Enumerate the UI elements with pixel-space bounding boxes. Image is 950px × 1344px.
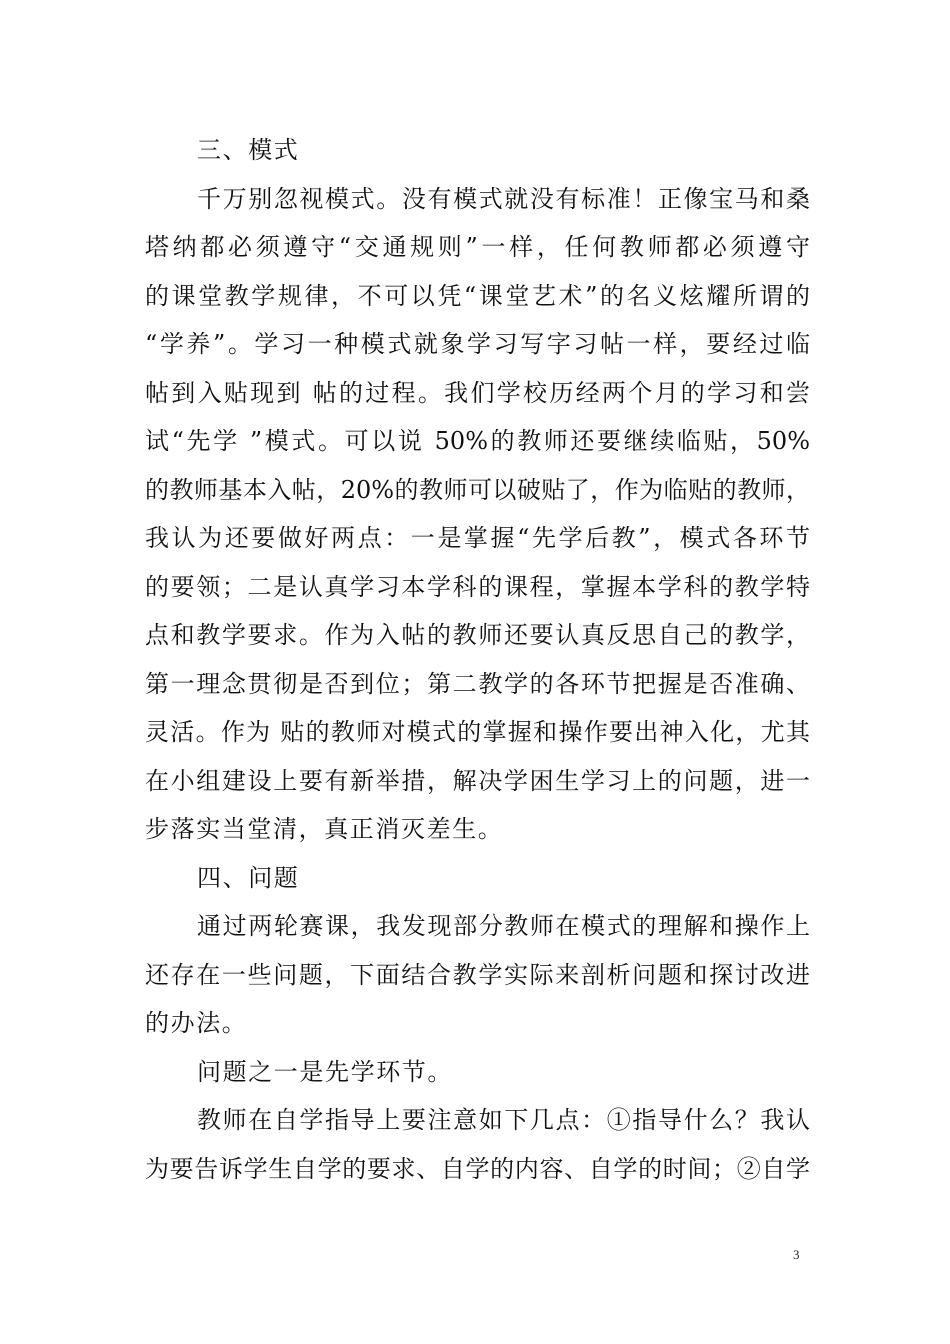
text-line: 三、模式 xyxy=(197,136,300,164)
text-line: 的办法。 xyxy=(145,1009,248,1037)
body-text xyxy=(145,126,810,1193)
text-line: 第一理念贯彻是否到位；第二教学的各环节把握是否准确、 xyxy=(145,669,810,698)
text-line: 点和教学要求。作为入帖的教师还要认真反思自己的教学， xyxy=(145,621,810,649)
text-line: 我认为还要做好两点：一是掌握“先学后教”，模式各环节 xyxy=(145,524,810,552)
text-line: 帖到入贴现到 帖的过程。我们学校历经两个月的学习和尝 xyxy=(145,378,810,407)
text-line: 步落实当堂清，真正消灭差生。 xyxy=(145,815,504,843)
text-line: 的要领；二是认真学习本学科的课程，掌握本学科的教学特 xyxy=(145,572,810,601)
text-line: 四、问题 xyxy=(197,863,300,892)
text-line: 通过两轮赛课，我发现部分教师在模式的理解和操作上 xyxy=(197,912,810,940)
text-line: 为要告诉学生自学的要求、自学的内容、自学的时间；②自学 xyxy=(145,1154,810,1183)
page-number: 3 xyxy=(793,1247,800,1262)
text-line: 灵活。作为 贴的教师对模式的掌握和操作要出神入化，尤其 xyxy=(145,718,810,746)
text-line: 教师在自学指导上要注意如下几点：①指导什么？我认 xyxy=(197,1106,810,1134)
text-line: 的课堂教学规律，不可以凭“课堂艺术”的名义炫耀所谓的 xyxy=(145,281,810,310)
text-line: 还存在一些问题，下面结合教学实际来剖析问题和探讨改进 xyxy=(145,960,810,989)
text-line: 问题之一是先学环节。 xyxy=(197,1057,453,1086)
text-line: “学养”。学习一种模式就象学习写字习帖一样，要经过临 xyxy=(145,330,810,358)
text-line: 塔纳都必须遵守“交通规则”一样，任何教师都必须遵守 xyxy=(145,233,810,261)
text-line: 的教师基本入帖，20%的教师可以破贴了，作为临贴的教师， xyxy=(145,475,810,504)
text-line: 在小组建设上要有新举措，解决学困生学习上的问题，进一 xyxy=(145,766,810,795)
text-line: 千万别忽视模式。没有模式就没有标准！正像宝马和桑 xyxy=(197,184,810,213)
text-line: 试“先学 ”模式。可以说 50%的教师还要继续临贴，50% xyxy=(145,427,810,455)
